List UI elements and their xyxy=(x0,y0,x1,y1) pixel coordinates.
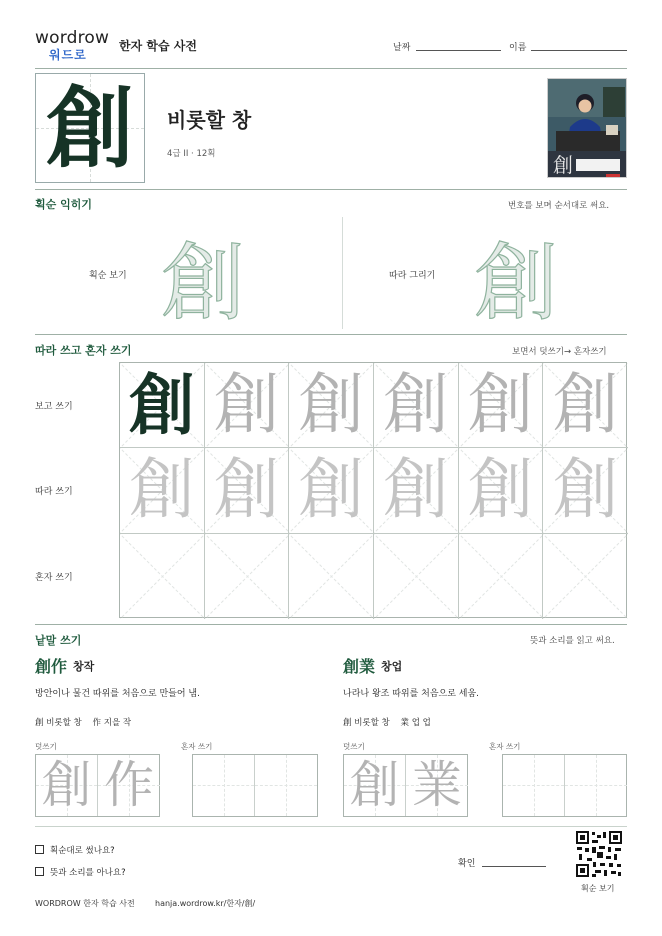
practice-cell[interactable] xyxy=(459,534,544,619)
hero-divider xyxy=(35,189,627,190)
practice-grid xyxy=(119,362,627,618)
word-parts: 創 비롯할 창 業 업 업 xyxy=(343,718,431,728)
word-self-box xyxy=(192,754,318,817)
word-reading: 창작 xyxy=(73,660,95,673)
app-title: 한자 학습 사전 xyxy=(119,39,197,53)
word-hanja: 創業 xyxy=(343,657,376,676)
practice-cell[interactable]: 創 xyxy=(459,448,544,533)
name-label: 이름 xyxy=(509,43,527,53)
wordrow-logo xyxy=(35,30,113,62)
stroke-trace-label: 따라 그리기 xyxy=(389,271,436,281)
header-divider xyxy=(35,68,627,69)
practice-cell[interactable]: 創 xyxy=(543,448,628,533)
word-trace-cell[interactable]: 創 xyxy=(344,755,406,816)
word-self-label: 혼자 쓰기 xyxy=(489,742,521,751)
word-self-box xyxy=(502,754,627,817)
row-label-look: 보고 쓰기 xyxy=(35,402,73,412)
practice-section-title: 따라 쓰고 혼자 쓰기 xyxy=(35,344,132,357)
practice-cell[interactable]: 創 xyxy=(205,448,290,533)
practice-cell[interactable] xyxy=(374,534,459,619)
word-self-cell[interactable] xyxy=(255,755,317,816)
stroke-divider xyxy=(342,217,343,329)
stroke-section-title: 획순 익히기 xyxy=(35,198,92,211)
practice-cell[interactable]: 創 xyxy=(120,448,205,533)
word-definition: 나라나 왕조 따위를 처음으로 세움. xyxy=(343,689,480,699)
check-meaning[interactable]: 뜻과 소리를 아나요? xyxy=(35,866,126,878)
qr-code[interactable] xyxy=(575,830,623,878)
word-self-cell[interactable] xyxy=(193,755,255,816)
word-trace-box xyxy=(35,754,160,817)
practice-cell[interactable]: 創 xyxy=(459,363,544,448)
practice-cell[interactable]: 創 xyxy=(120,363,205,448)
character-level: 4급 II · 12획 xyxy=(167,149,216,159)
stroke-divider-bottom xyxy=(35,334,627,335)
word-trace-cell[interactable]: 業 xyxy=(406,755,468,816)
stroke-order-character: 創 xyxy=(161,234,246,332)
practice-cell[interactable] xyxy=(205,534,290,619)
row-label-trace: 따라 쓰기 xyxy=(35,487,73,497)
date-field[interactable] xyxy=(416,50,501,51)
practice-section-note: 보면서 덧쓰기→ 혼자쓰기 xyxy=(512,347,607,357)
practice-divider xyxy=(35,624,627,625)
character-meaning: 비롯할 창 xyxy=(167,108,252,132)
practice-cell[interactable]: 創 xyxy=(289,363,374,448)
word-self-cell[interactable] xyxy=(503,755,565,816)
words-section-note: 뜻과 소리를 읽고 써요. xyxy=(530,636,615,646)
word-definition: 방안이나 물건 따위를 처음으로 만들어 냄. xyxy=(35,689,200,699)
footer-url[interactable]: hanja.wordrow.kr/한자/創/ xyxy=(155,899,256,908)
word-reading: 창업 xyxy=(381,660,403,673)
words-divider xyxy=(35,826,627,827)
date-label: 날짜 xyxy=(393,43,411,53)
word-parts: 創 비롯할 창 作 지을 작 xyxy=(35,718,132,728)
hero-character: 創 xyxy=(45,76,134,180)
word-trace-cell[interactable]: 創 xyxy=(36,755,98,816)
practice-cell[interactable] xyxy=(120,534,205,619)
practice-cell[interactable]: 創 xyxy=(374,363,459,448)
hero-character-box xyxy=(35,73,145,183)
stroke-view-label: 획순 보기 xyxy=(89,271,127,281)
stroke-trace-character[interactable]: 創 xyxy=(474,234,559,332)
word-trace-box xyxy=(343,754,468,817)
name-field[interactable] xyxy=(531,50,627,51)
practice-cell[interactable] xyxy=(543,534,628,619)
word-hanja: 創作 xyxy=(35,657,68,676)
checkbox[interactable] xyxy=(35,867,44,876)
check-stroke-order[interactable]: 획순대로 썼나요? xyxy=(35,844,115,856)
word-self-cell[interactable] xyxy=(565,755,627,816)
book-cover-image xyxy=(547,78,627,178)
practice-cell[interactable]: 創 xyxy=(289,448,374,533)
stroke-section-note: 번호를 보며 순서대로 써요. xyxy=(508,201,610,211)
practice-cell[interactable]: 創 xyxy=(374,448,459,533)
word-self-label: 혼자 쓰기 xyxy=(181,742,213,751)
confirm-label: 확인 xyxy=(458,859,476,869)
words-section-title: 낱말 쓰기 xyxy=(35,634,82,647)
qr-label: 획순 보기 xyxy=(581,884,615,893)
checkbox[interactable] xyxy=(35,845,44,854)
svg-text:創: 創 xyxy=(553,153,573,177)
logo-korean: 워드로 xyxy=(49,48,87,62)
row-label-self: 혼자 쓰기 xyxy=(35,573,73,583)
logo-wordmark: wordrow xyxy=(35,28,110,48)
word-trace-label: 덧쓰기 xyxy=(343,742,365,751)
footer-brand: WORDROW 한자 학습 사전 xyxy=(35,899,135,908)
practice-cell[interactable] xyxy=(289,534,374,619)
practice-cell[interactable]: 創 xyxy=(205,363,290,448)
practice-cell[interactable]: 創 xyxy=(543,363,628,448)
confirm-field[interactable] xyxy=(482,866,546,867)
word-trace-cell[interactable]: 作 xyxy=(98,755,160,816)
word-trace-label: 덧쓰기 xyxy=(35,742,57,751)
